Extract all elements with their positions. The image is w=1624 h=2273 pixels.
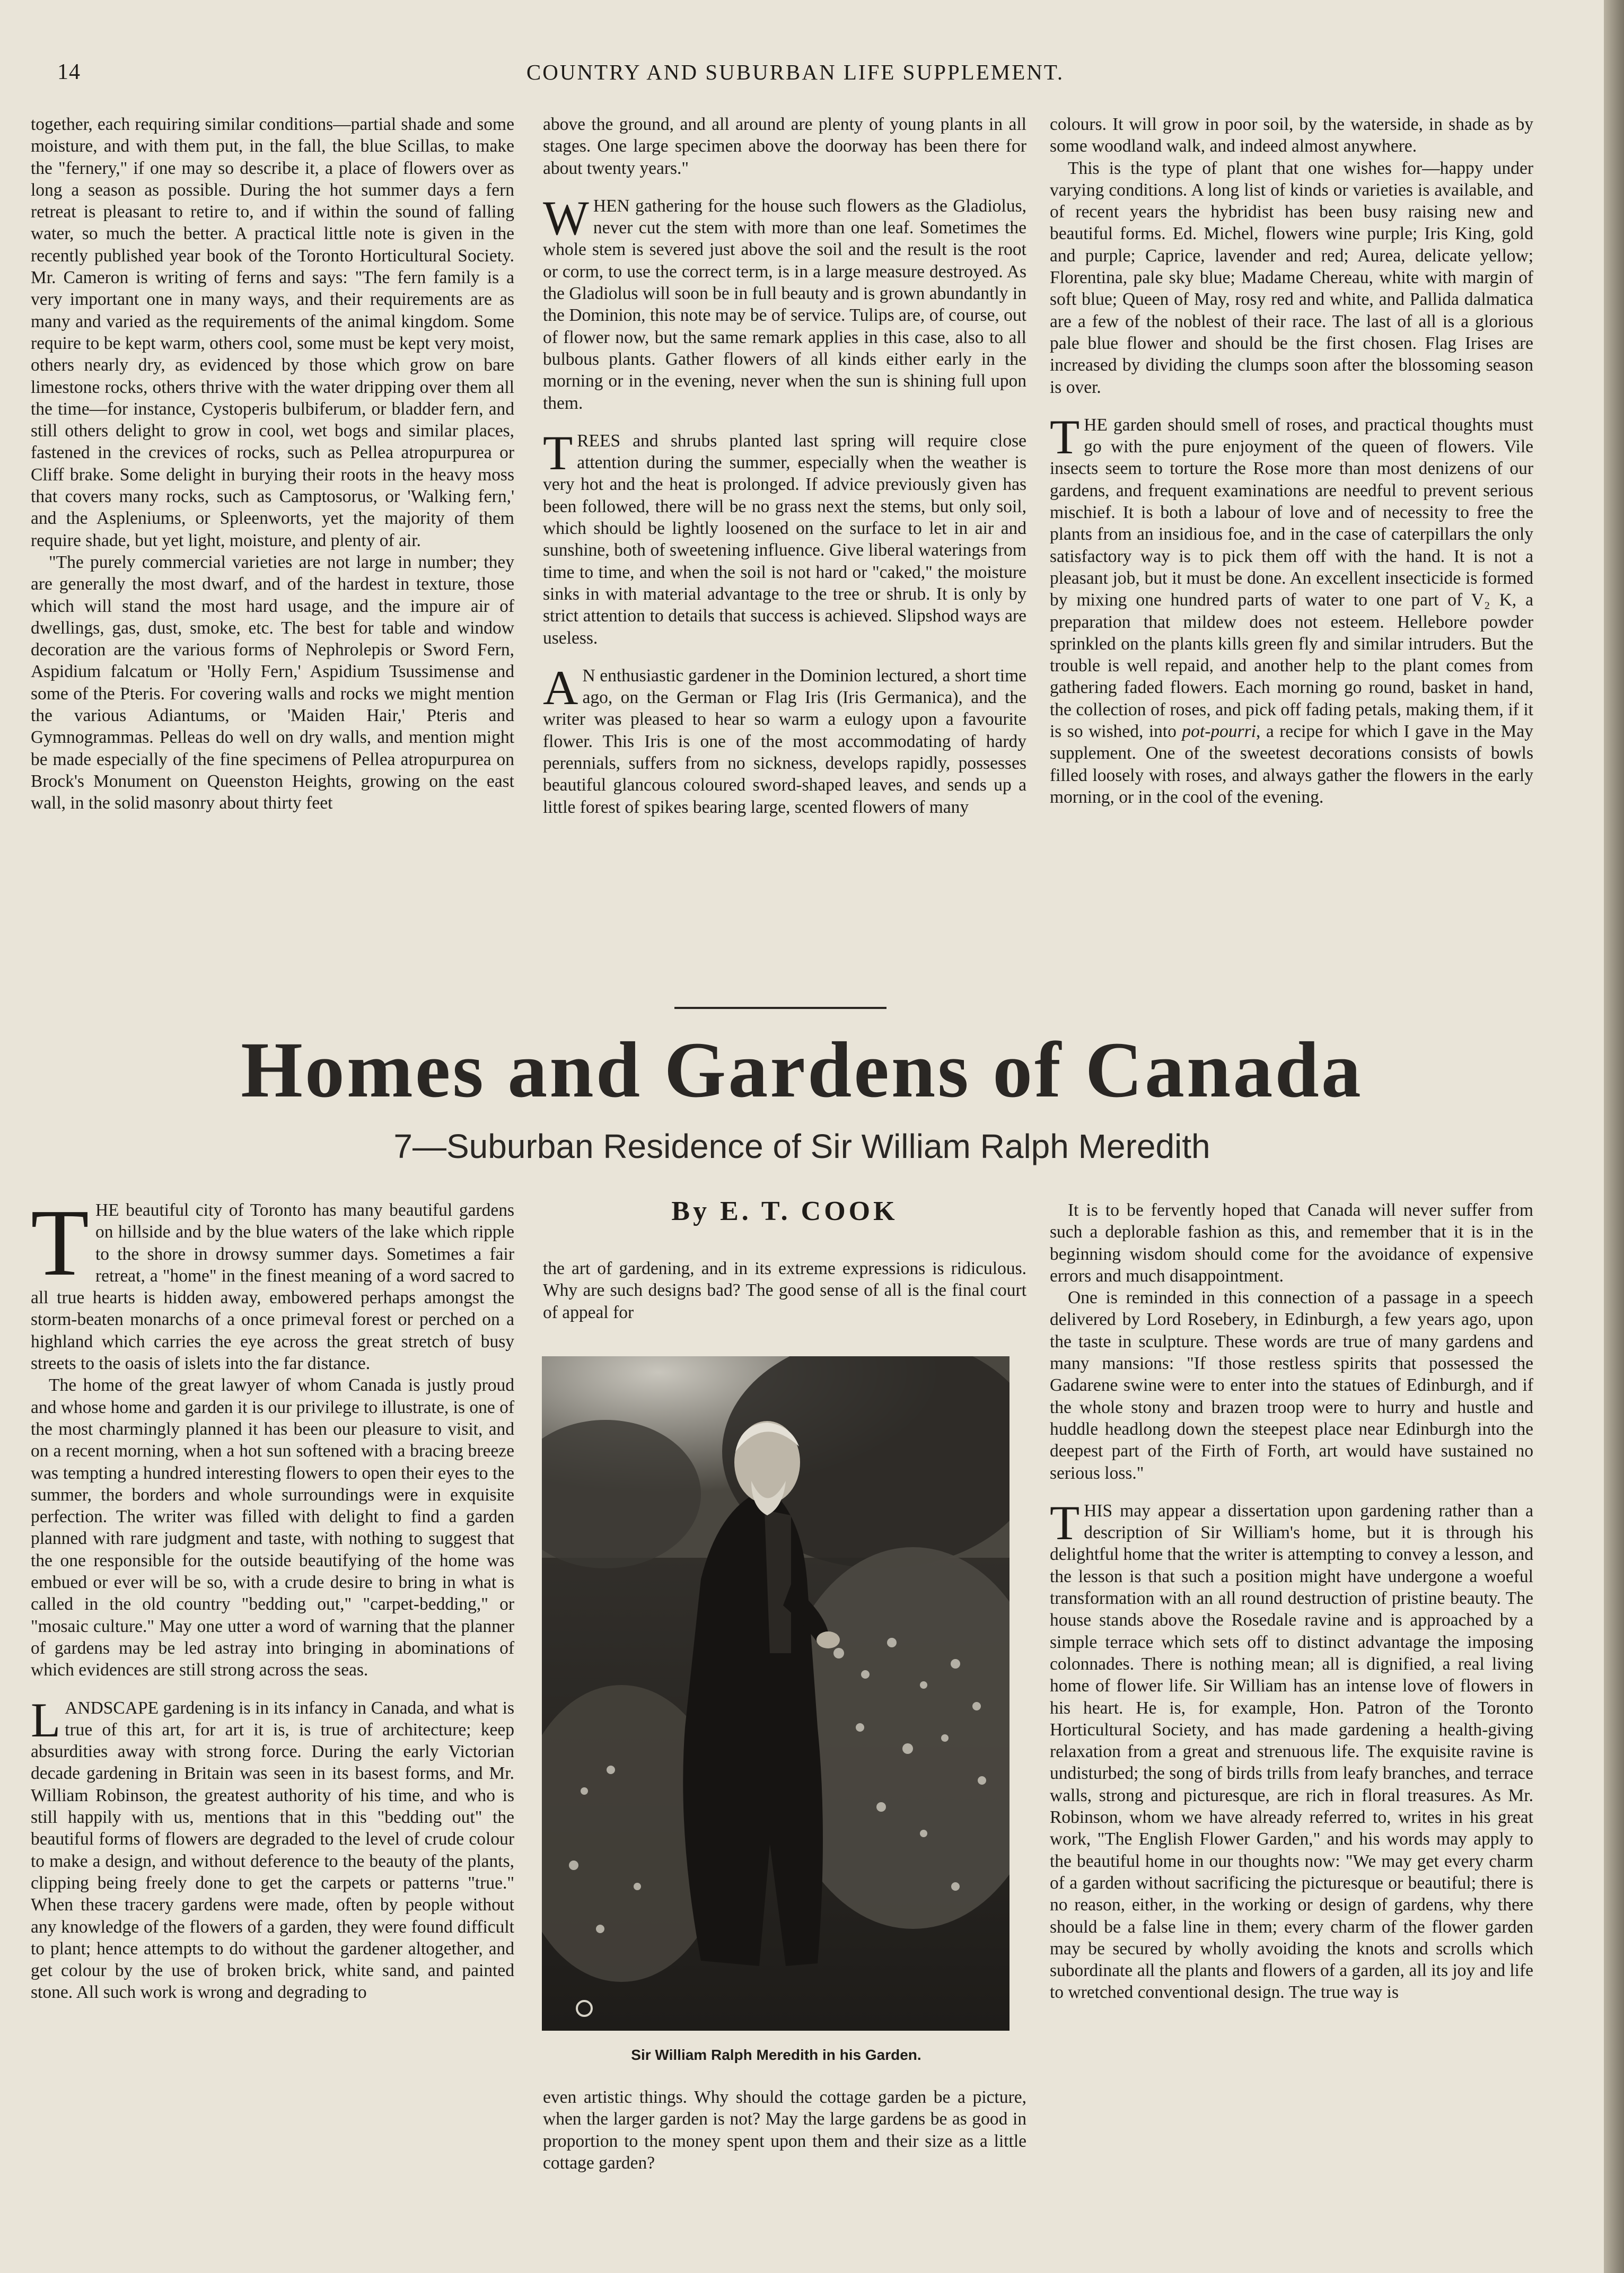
article-column-2-bottom	[543, 2086, 1026, 2174]
paragraph: "The purely commercial varieties are not large in number; they are generally the most dwarf, and of the hardest in texture, those which will stand the most hard usage, and the impure air of dwellings, gas, dust, smoke, etc. The best for table and window decoration are the various forms of Nephrolepis or Sword Fern, Aspidium falcatum or 'Holly Fern,' Aspidium Tsussimense and some of the Pteris. For covering walls and rocks we might mention the various Adiantums, or 'Maiden Hair,' Pteris and Gymnogrammas. Pelleas do well on dry walls, and mention might be made especially of the fine specimens of Pellea atropurpurea on Brock's Monument on Queenston Heights, growing on the east wall, in the solid masonry about thirty feet	[31, 552, 514, 813]
top-column-1	[31, 113, 514, 814]
drop-cap: T	[31, 1190, 89, 1295]
binding-edge	[1604, 0, 1624, 2273]
paragraph: One is reminded in this connection of a passage in a speech delivered by Lord Rosebery, in Edinburgh, a few years ago, upon the taste in sculpture. These words are true of many gardens and many mansions: "If those restless spirits that possessed the Gadarene swine were to enter into the statues of Edinburgh, and if the whole stony and brazen troop were to hurry and hustle and huddle headlong down the steepest place near Edinburgh into the deepest part of the Firth of Forth, art would have sustained no serious loss."	[1050, 1288, 1533, 1483]
portrait-photo-illustration	[542, 1356, 1009, 2031]
drop-cap: L	[31, 1692, 61, 1747]
paragraph: THE beautiful city of Toronto has many beautiful gardens on hillside and by the blue waters of the lake which ripple to the shore in drowsy summer days. Sometimes a fair retreat, a "home" in the finest meaning of a word sacred to all true hearts is hidden away, embowered perhaps amongst the storm-beaten monarchs of a once primeval forest or perched on a highland which carries the eye across the great stretch of busy streets to the oasis of islets into the far distance.	[31, 1190, 514, 1374]
drop-cap: T	[1050, 409, 1080, 464]
paragraph: THIS may appear a dissertation upon gardening rather than a description of Sir William's home, but it is through his delightful home that the writer is attempting to convey a lesson, and the lesson is that such a position might have undergone a woeful transformation with an all round destruction of pristine beauty. The house stands above the Rosedale ravine and is approached by a simple terrace which sets off to distinct advantage the imposing colonnades. There is nothing mean; all is dignified, a real living home of flower life. Sir William has an intense love of flowers in his heart. He is, for example, Hon. Patron of the Toronto Horticultural Society, and has made gardening a health-giving relaxation from a great and strenuous life. The exquisite ravine is undisturbed; the song of birds trills from leafy branches, and terrace walls, strong and picturesque, are rich in floral treasures. As Mr. Robinson, whom we have already referred to, writes in his great work, "The English Flower Garden," and his words may apply to the beautiful home in our thoughts now: "We may get every charm of a garden without sacrificing the picturesque or beautiful; there is no reason, either, in the working or design of gardens, why there should be a false line in them; every charm of the flower garden may be secured by wholly avoiding the knots and scrolls which subordinate all the plants and flowers of a garden, all its joy and life to wretched conventional design. The true way is	[1050, 1495, 1533, 2003]
article-byline: By E. T. COOK	[671, 1196, 898, 1226]
drop-cap: A	[543, 660, 578, 715]
running-head	[0, 59, 1604, 91]
paragraph: together, each requiring similar conditions—partial shade and some moisture, and with them put, in the fall, the blue Scillas, to make the "fernery," if one may so describe it, a place of flowers over as long a season as possible. During the hot summer days a fern retreat is pleasant to retire to, and if within the sound of falling water, so much the better. A practical little note is given in the recently published year book of the Toronto Horticultural Society. Mr. Cameron is writing of ferns and says: "The fern family is a very important one in many ways, and their requirements are as many and varied as the requirements of the animal kingdom. Some require to be kept warm, others cool, some must be kept very moist, others nearly dry, as evidenced by those which grow on bare limestone rocks, others thrive with the water dripping over them all the time—for instance, Cystoperis bulbiferum, or bladder fern, and still others delight to grow in cool, wet bogs and similar places, fastened in the crevices of rocks, such as Pellea atropurpurea or Cliff brake. Some delight in burying their roots in the heavy moss that covers many rocks, such as Camptosorus, or 'Walking fern,' and the Aspleniums, or Spleenworts, yet the majority of them require shade, but yet light, moisture, and plenty of air.	[31, 115, 514, 550]
photo-caption: Sir William Ralph Meredith in his Garden.	[631, 2047, 921, 2063]
drop-cap: W	[543, 190, 589, 245]
paragraph: A N enthusiastic gardener in the Dominion lectured, a short time ago, on the German or Flag Iris (Iris Germanica), and the writer was pleased to hear so warm a eulogy upon a favourite flower. This Iris is one of the most accommodating of hardy perennials, suffers from no sickness, develops rapidly, possesses beautiful glancous coloured sword-shaped leaves, and sends up a little forest of spikes bearing large, scented flowers of many	[543, 660, 1026, 817]
paragraph: THE garden should smell of roses, and practical thoughts must go with the pure enjoyment of the queen of flowers. Vile insects seem to torture the Rose more than most denizens of our gardens, and frequent examinations are needful to prevent serious mischief. It is both a labour of love and of necessity to free the plants from an insidious foe, and in the case of caterpillars the only satisfactory way is to pick them off with the hand. It is not a pleasant job, but it must be done. An excellent insecticide is formed by mixing one hundred parts of water to one part of V₂ K, a preparation that mildew does not esteem. Hellebore powder sprinkled on the plants kills green fly and similar intruders. But the trouble is well repaid, and another help to the plant comes from gathering faded flowers. Each morning go round, basket in hand, the collection of roses, and pick off fading petals, making them, if it is so wished, into pot-pourri, a recipe for which I gave in the May supplement. One of the sweetest decorations consists of bowls filled loosely with roses, and always gather the flowers in the early morning, or in the cool of the evening.	[1050, 409, 1534, 807]
paragraph: colours. It will grow in poor soil, by the waterside, in shade as by some woodland walk, and indeed almost anywhere.	[1050, 115, 1533, 156]
paragraph: LANDSCAPE gardening is in its infancy in Canada, and what is true of this art, for art it is, is true of architecture; keep absurdities away with strong force. During the early Victorian decade gardening in Britain was seen in its basest forms, and Mr. William Robinson, the greatest authority of his time, and who is still happily with us, mentions that in this "bedding out" the beautiful forms of flowers are degraded to the level of crude colour to make a design, and without deference to the beauty of the plants, clipping being freely done to get the carpets or patterns "true." When these tracery gardens were made, often by people without any knowledge of the flowers of a garden, they were found difficult to plant; hence attempts to do without the gardener altogether, and get colour by the use of broken brick, white sand, and painted stone. All such work is wrong and degrading to	[31, 1692, 514, 2003]
page-number: 14	[57, 60, 81, 84]
article-subheadline: 7—Suburban Residence of Sir William Ralph Meredith	[393, 1127, 1210, 1165]
paragraph: The home of the great lawyer of whom Canada is justly proud and whose home and garden it is our privilege to illustrate, is one of the most charmingly planned it has been our pleasure to visit, and on a recent morning, when a hot sun softened with a bracing breeze was tempting a hundred interesting flowers to open their eyes to the summer, the borders and whole surroundings were in exquisite perfection. The writer was filled with delight to find a garden planned with rare judgment and taste, with nothing to suggest that the one responsible for the outside beautifying of the home was embued or ever will be so, with a crude desire to bring in what is called in the old country "bedding out," "carpet-bedding," or "mosaic culture." May one utter a word of warning that the planner of gardens may be led astray into bringing in abominations of which evidences are still strong across the seas.	[31, 1375, 514, 1680]
paragraph: even artistic things. Why should the cottage garden be a picture, when the larger garden is not? May the large gardens be as good in proportion to the money spent upon them and their size as a little cottage garden?	[543, 2087, 1026, 2173]
running-title: COUNTRY AND SUBURBAN LIFE SUPPLEMENT.	[526, 60, 1065, 84]
portrait-photo	[542, 1356, 1009, 2031]
article-column-1	[31, 1190, 514, 2004]
drop-cap: T	[543, 425, 573, 480]
paragraph: the art of gardening, and in its extreme expressions is ridiculous. Why are such designs bad? The good sense of all is the final court of appeal for	[543, 1259, 1026, 1322]
article-headline: Homes and Gardens of Canada	[241, 1026, 1363, 1114]
article-column-3	[1050, 1199, 1533, 2004]
paragraph: TREES and shrubs planted last spring will require close attention during the summer, especially when the weather is very hot and the heat is prolonged. If advice previously given has been followed, there will be no grass next the stems, but only soil, which should be lightly loosened on the surface to let in air and sunshine, both of sweetening influence. Give liberal waterings from time to time, and when the soil is not hard or "caked," the moisture sinks in with material advantage to the tree or shrub. It is only by strict attention to details that success is achieved. Slipshod ways are useless.	[543, 425, 1026, 648]
top-column-2	[543, 113, 1026, 818]
paragraph: It is to be fervently hoped that Canada will never suffer from such a deplorable fashion as this, and remember that it is in the beginning wisdom should come for the avoidance of expensive errors and much disappointment.	[1050, 1200, 1533, 1286]
paragraph: This is the type of plant that one wishes for—happy under varying conditions. A long list of kinds or varieties is available, and of recent years the hybridist has been busy raising new and beautiful forms. Ed. Michel, flowers wine purple; Iris King, gold and purple; Caprice, lavender and red; Aurea, delicate yellow; Florentina, pale sky blue; Madame Chereau, white with margin of soft blue; Queen of May, rosy red and white, and Pallida dalmatica are a few of the noblest of their race. The last of all is a glorious pale blue flower and should be the first chosen. Flag Irises are increased by dividing the clumps soon after the blossoming season is over.	[1050, 158, 1533, 397]
paragraph: above the ground, and all around are plenty of young plants in all stages. One large specimen above the doorway has been there for about twenty years."	[543, 115, 1026, 178]
top-column-3	[1050, 113, 1533, 808]
drop-cap: T	[1050, 1495, 1080, 1550]
section-divider	[674, 1007, 886, 1009]
paragraph: WHEN gathering for the house such flowers as the Gladiolus, never cut the stem with more than one leaf. Sometimes the whole stem is severed just above the soil and the result is the root or corm, to use the correct term, is in a large measure destroyed. As the Gladiolus will soon be in full beauty and is grown abundantly in the Dominion, this note may be of service. Tulips are, of course, out of flower now, but the same remark applies in this case, also to all bulbous plants. Gather flowers of all kinds either early in the morning or in the evening, never when the sun is shining full upon them.	[543, 190, 1026, 413]
article-column-2-top	[543, 1258, 1026, 1323]
